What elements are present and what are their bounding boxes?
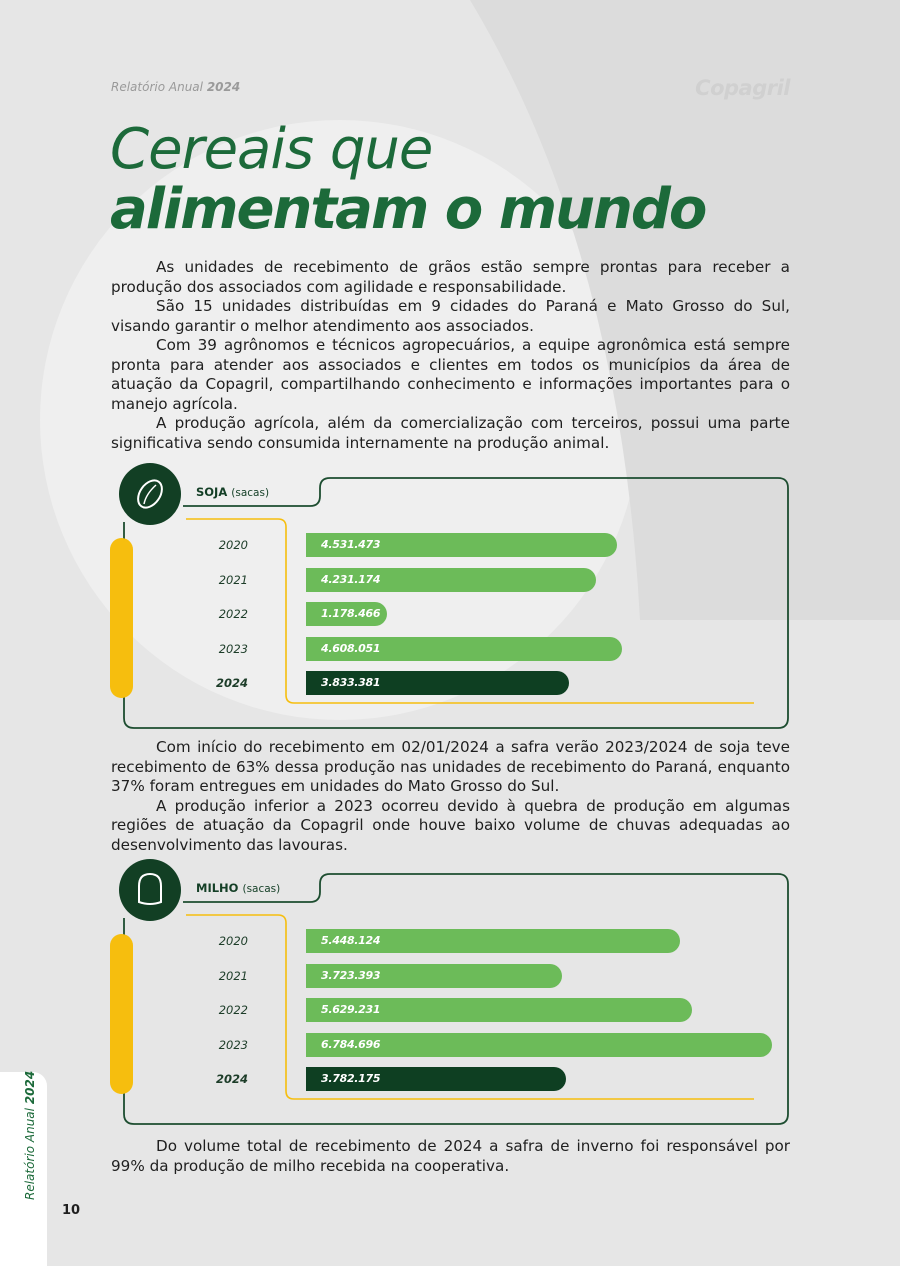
bar [306, 671, 569, 695]
bar-value-label: 5.629.231 [321, 1003, 381, 1016]
paragraph: Do volume total de recebimento de 2024 a safra de inverno foi responsável por 99% da produção de milho recebida na cooperativa. [111, 1137, 790, 1175]
bar [306, 533, 617, 557]
bar [306, 602, 387, 626]
chart-title: MILHO (sacas) [196, 881, 281, 895]
bar-value-label: 3.833.381 [321, 676, 381, 689]
paragraph: As unidades de recebimento de grãos estão sempre prontas para receber a produção dos associados com agilidade e responsabilidade. [111, 258, 790, 296]
bar [306, 637, 622, 661]
running-head: Relatório Anual 2024 [111, 80, 241, 94]
bar-value-label: 1.178.466 [321, 607, 381, 620]
year-label: 2023 [218, 1037, 248, 1052]
page-title-line-2: alimentam o mundo [110, 177, 706, 242]
year-label: 2020 [218, 538, 248, 552]
bar [306, 964, 562, 988]
year-label: 2024 [215, 676, 248, 690]
bar-value-label: 4.531.473 [321, 538, 381, 551]
milho-chart [108, 862, 798, 1128]
bar [306, 929, 680, 953]
paragraph: A produção inferior a 2023 ocorreu devido à quebra de produção em algumas regiões de atuação da Copagril onde houve baixo volume de chuvas adequadas ao desenvolvimento das lavouras. [111, 796, 790, 854]
year-label: 2021 [218, 572, 248, 587]
bar-value-label: 6.784.696 [321, 1037, 381, 1051]
bar-value-label: 5.448.124 [321, 934, 381, 947]
milho-analysis-text [111, 1137, 790, 1176]
chart-title: SOJA (sacas) [196, 485, 270, 499]
page-number: 10 [62, 1203, 81, 1218]
bar-value-label: 4.231.174 [321, 572, 381, 586]
intro-text [111, 258, 790, 453]
year-label: 2020 [218, 934, 248, 948]
soja-analysis-text [111, 738, 790, 855]
page-title-line-1: Cereais que [110, 117, 433, 182]
year-label: 2023 [218, 641, 248, 656]
paragraph: A produção agrícola, além da comercialização com terceiros, possui uma parte significativa sendo consumida internamente na produção animal. [111, 414, 790, 452]
bar [306, 1067, 566, 1091]
year-label: 2022 [218, 1003, 248, 1017]
bar [306, 1033, 772, 1057]
paragraph: Com 39 agrônomos e técnicos agropecuários, a equipe agronômica está sempre pronta para atender aos associados e clientes em todos os municípios da área de atuação da Copagril, compartilhando conhecimento e informações importantes para o manejo agrícola. [111, 336, 790, 413]
bar [306, 568, 596, 592]
side-running-title: Relatório Anual 2024 [23, 1070, 37, 1200]
year-label: 2024 [215, 1072, 248, 1086]
bar-value-label: 4.608.051 [321, 641, 381, 655]
bar-value-label: 3.782.175 [321, 1072, 381, 1085]
year-label: 2022 [218, 607, 248, 621]
copagril-logo: Copagril [695, 76, 790, 100]
bar [306, 998, 692, 1022]
soja-chart [108, 466, 798, 732]
paragraph: São 15 unidades distribuídas em 9 cidades do Paraná e Mato Grosso do Sul, visando garantir o melhor atendimento aos associados. [111, 297, 790, 335]
paragraph: Com início do recebimento em 02/01/2024 a safra verão 2023/2024 de soja teve recebimento de 63% dessa produção nas unidades de recebimento do Paraná, enquanto 37% foram entregues em unidades do Mato Grosso do Sul. [111, 738, 790, 795]
year-label: 2021 [218, 968, 248, 983]
bar-value-label: 3.723.393 [321, 968, 381, 982]
